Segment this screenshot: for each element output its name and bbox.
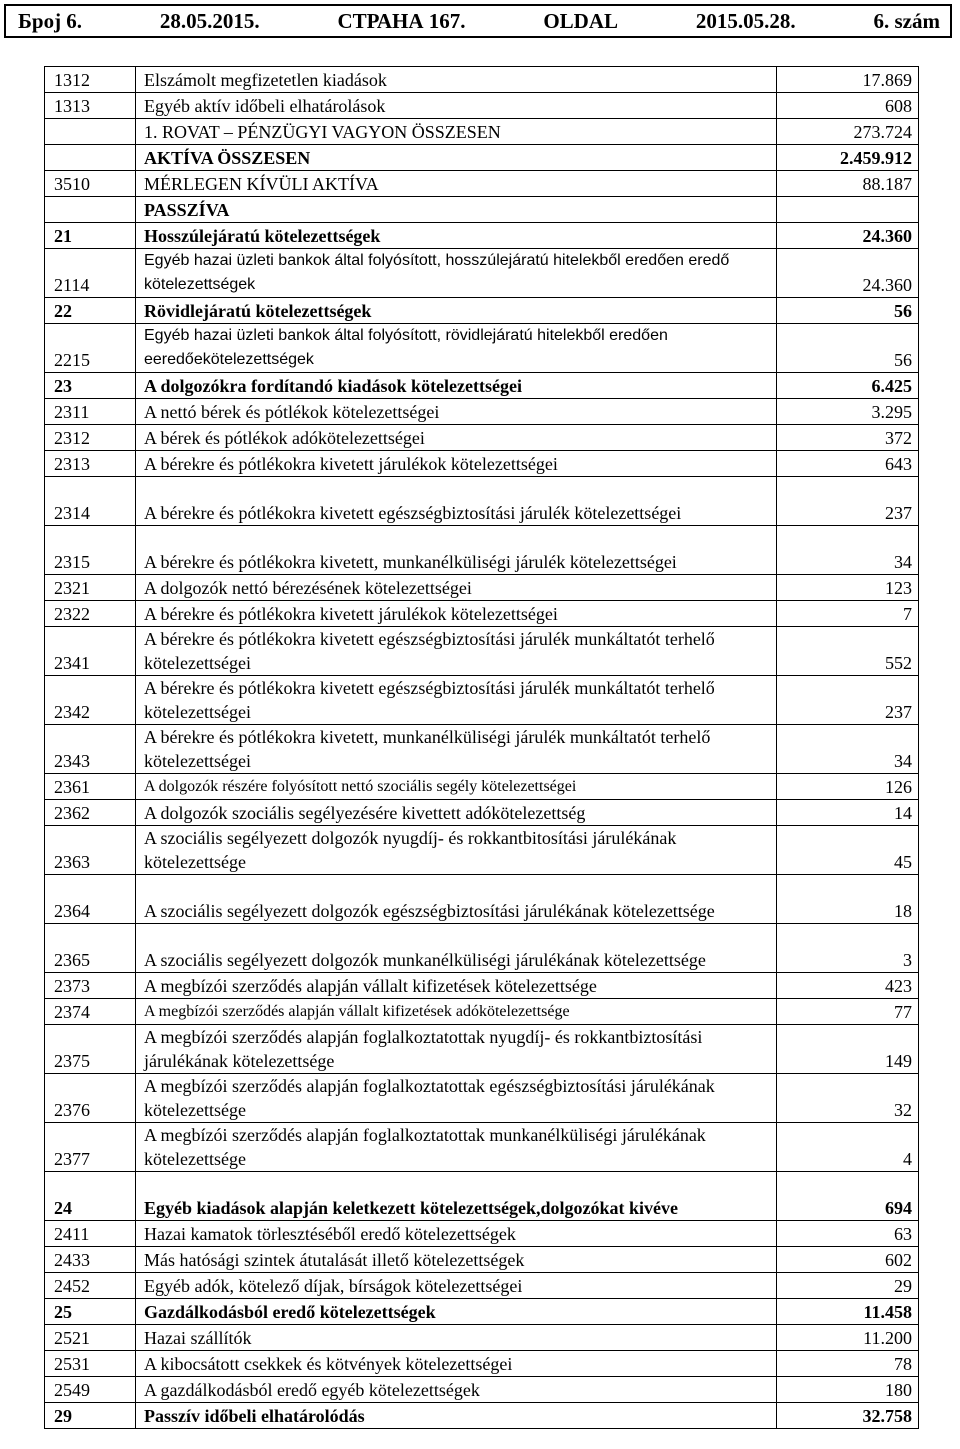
account-description: Egyéb hazai üzleti bankok által folyósított, rövidlejáratú hitelekből eredően eeredőekötelezettségek [136,324,777,373]
account-description: Hazai szállítók [136,1325,777,1351]
account-code: 2311 [45,399,136,425]
account-value: 602 [777,1247,919,1273]
account-code: 2549 [45,1377,136,1403]
account-value: 56 [777,324,919,373]
table-row [45,800,919,826]
account-value: 29 [777,1273,919,1299]
account-description: Más hatósági szintek átutalását illető kötelezettségek [136,1247,777,1273]
table-row [45,1123,919,1172]
account-value: 17.869 [777,67,919,93]
account-value: 32.758 [777,1403,919,1429]
table-row [45,93,919,119]
account-value: 180 [777,1377,919,1403]
table-row [45,425,919,451]
account-description: Elszámolt megfizetetlen kiadások [136,67,777,93]
account-code: 2114 [45,249,136,298]
account-description: Egyéb kiadások alapján keletkezett kötelezettségek,dolgozókat kivéve [136,1172,777,1221]
table-row [45,526,919,575]
account-value: 11.200 [777,1325,919,1351]
account-code: 2374 [45,999,136,1025]
account-description: Passzív időbeli elhatárolódás [136,1403,777,1429]
account-description: A dolgozók részére folyósított nettó szociális segély kötelezettségei [136,774,777,800]
account-value: 78 [777,1351,919,1377]
account-code: 2343 [45,725,136,774]
issue-number-hungarian: 6. szám [873,8,940,33]
account-description: AKTÍVA ÖSSZESEN [136,145,777,171]
account-description: A megbízói szerződés alapján vállalt kifizetések adókötelezettsége [136,999,777,1025]
table-row [45,774,919,800]
table-row [45,399,919,425]
balance-sheet-body [45,67,919,1429]
account-description: A bérekre és pótlékokra kivetett, munkanélküliségi járulék kötelezettségei [136,526,777,575]
account-description: A szociális segélyezett dolgozók munkanélküliségi járulékának kötelezettsége [136,924,777,973]
table-row [45,1351,919,1377]
account-code: 2215 [45,324,136,373]
balance-sheet-table [44,66,919,1429]
account-description: A bérekre és pótlékokra kivetett, munkanélküliségi járulék munkáltatót terhelő kötelezettségei [136,725,777,774]
account-value [777,197,919,223]
account-description: PASSZÍVA [136,197,777,223]
account-value: 32 [777,1074,919,1123]
account-code: 23 [45,373,136,399]
table-row [45,601,919,627]
page-label-hungarian: OLDAL [543,8,619,33]
table-row [45,1221,919,1247]
page-number-serbian: СТРАНА 167. [337,8,466,33]
account-description: A kibocsátott csekkek és kötvények kötelezettségei [136,1351,777,1377]
table-row [45,627,919,676]
table-row [45,924,919,973]
account-value: 149 [777,1025,919,1074]
account-value: 372 [777,425,919,451]
account-description: A megbízói szerződés alapján foglalkoztatottak munkanélküliségi járulékának kötelezettsége [136,1123,777,1172]
account-value: 14 [777,800,919,826]
account-code: 2314 [45,477,136,526]
account-value: 34 [777,526,919,575]
account-code: 2376 [45,1074,136,1123]
account-description: A megbízói szerződés alapján foglalkoztatottak nyugdíj- és rokkantbiztosítási járulékának kötelezettsége [136,1025,777,1074]
table-row [45,999,919,1025]
account-value: 88.187 [777,171,919,197]
account-code: 2365 [45,924,136,973]
account-value: 45 [777,826,919,875]
account-description: A bérekre és pótlékokra kivetett járulékok kötelezettségei [136,601,777,627]
account-description: A bérekre és pótlékokra kivetett járulékok kötelezettségei [136,451,777,477]
table-row [45,1377,919,1403]
account-value: 11.458 [777,1299,919,1325]
account-code: 2342 [45,676,136,725]
account-description: 1. ROVAT – PÉNZÜGYI VAGYON ÖSSZESEN [136,119,777,145]
table-row [45,119,919,145]
account-value: 63 [777,1221,919,1247]
date-hungarian: 2015.05.28. [695,8,796,33]
account-value: 643 [777,451,919,477]
account-code: 2375 [45,1025,136,1074]
account-description: A bérekre és pótlékokra kivetett egészségbiztosítási járulék munkáltatót terhelő kötelezettségei [136,676,777,725]
table-row [45,67,919,93]
account-value: 6.425 [777,373,919,399]
account-code: 2521 [45,1325,136,1351]
account-code: 2411 [45,1221,136,1247]
account-code: 2373 [45,973,136,999]
table-row [45,973,919,999]
account-value: 34 [777,725,919,774]
account-value: 273.724 [777,119,919,145]
table-row [45,1403,919,1429]
account-value: 694 [777,1172,919,1221]
page-header [4,4,952,38]
account-value: 126 [777,774,919,800]
account-value: 608 [777,93,919,119]
account-description: A megbízói szerződés alapján vállalt kifizetések kötelezettsége [136,973,777,999]
table-row [45,725,919,774]
account-value: 552 [777,627,919,676]
table-row [45,1325,919,1351]
account-description: A bérekre és pótlékokra kivetett egészségbiztosítási járulék kötelezettségei [136,477,777,526]
account-value: 56 [777,298,919,324]
table-row [45,324,919,373]
account-code: 2452 [45,1273,136,1299]
account-code: 2322 [45,601,136,627]
table-row [45,477,919,526]
account-code [45,119,136,145]
account-value: 24.360 [777,223,919,249]
account-description: A szociális segélyezett dolgozók egészségbiztosítási járulékának kötelezettsége [136,875,777,924]
table-row [45,875,919,924]
table-row [45,249,919,298]
account-value: 3 [777,924,919,973]
account-code: 21 [45,223,136,249]
account-description: A szociális segélyezett dolgozók nyugdíj- és rokkantbitosítási járulékának kötelezettsége [136,826,777,875]
account-code: 1313 [45,93,136,119]
account-description: MÉRLEGEN KÍVÜLI AKTÍVA [136,171,777,197]
table-row [45,676,919,725]
account-code: 2312 [45,425,136,451]
account-code: 24 [45,1172,136,1221]
table-row [45,1172,919,1221]
account-value: 237 [777,477,919,526]
account-code: 2377 [45,1123,136,1172]
account-value: 77 [777,999,919,1025]
account-description: A bérek és pótlékok adókötelezettségei [136,425,777,451]
account-value: 423 [777,973,919,999]
account-value: 3.295 [777,399,919,425]
account-code: 2363 [45,826,136,875]
account-description: A bérekre és pótlékokra kivetett egészségbiztosítási járulék munkáltatót terhelő kötelezettségei [136,627,777,676]
table-row [45,1299,919,1325]
table-row [45,575,919,601]
table-row [45,373,919,399]
account-code: 25 [45,1299,136,1325]
table-row [45,298,919,324]
account-value: 4 [777,1123,919,1172]
table-row [45,826,919,875]
account-code: 2313 [45,451,136,477]
table-row [45,197,919,223]
table-row [45,1273,919,1299]
account-description: A gazdálkodásból eredő egyéb kötelezettségek [136,1377,777,1403]
table-row [45,1247,919,1273]
account-code: 22 [45,298,136,324]
account-code: 2315 [45,526,136,575]
account-value: 237 [777,676,919,725]
account-code [45,197,136,223]
table-row [45,451,919,477]
account-code: 29 [45,1403,136,1429]
account-description: Gazdálkodásból eredő kötelezettségek [136,1299,777,1325]
account-code: 2321 [45,575,136,601]
account-description: Egyéb adók, kötelező díjak, bírságok kötelezettségei [136,1273,777,1299]
table-row [45,1074,919,1123]
account-description: A dolgozók nettó bérezésének kötelezettségei [136,575,777,601]
account-description: A nettó bérek és pótlékok kötelezettségei [136,399,777,425]
account-code: 2531 [45,1351,136,1377]
account-description: Rövidlejáratú kötelezettségek [136,298,777,324]
account-description: A megbízói szerződés alapján foglalkoztatottak egészségbiztosítási járulékának kötelezettsége [136,1074,777,1123]
account-description: Egyéb aktív időbeli elhatárolások [136,93,777,119]
account-value: 2.459.912 [777,145,919,171]
account-code: 2433 [45,1247,136,1273]
account-code: 2362 [45,800,136,826]
issue-number-serbian: Број 6. [18,8,83,33]
table-row [45,145,919,171]
account-code: 2341 [45,627,136,676]
account-description: Hazai kamatok törlesztéséből eredő kötelezettségek [136,1221,777,1247]
account-description: Egyéb hazai üzleti bankok által folyósított, hosszúlejáratú hitelekből eredően eredő kötelezettségek [136,249,777,298]
account-code: 2361 [45,774,136,800]
account-value: 18 [777,875,919,924]
account-value: 7 [777,601,919,627]
account-description: A dolgozók szociális segélyezésére kivettett adókötelezettség [136,800,777,826]
account-value: 24.360 [777,249,919,298]
account-code [45,145,136,171]
account-value: 123 [777,575,919,601]
account-code: 3510 [45,171,136,197]
date-serbian: 28.05.2015. [159,8,260,33]
account-code: 2364 [45,875,136,924]
account-code: 1312 [45,67,136,93]
table-row [45,1025,919,1074]
table-row [45,171,919,197]
account-description: A dolgozókra fordítandó kiadások kötelezettségei [136,373,777,399]
table-row [45,223,919,249]
account-description: Hosszúlejáratú kötelezettségek [136,223,777,249]
